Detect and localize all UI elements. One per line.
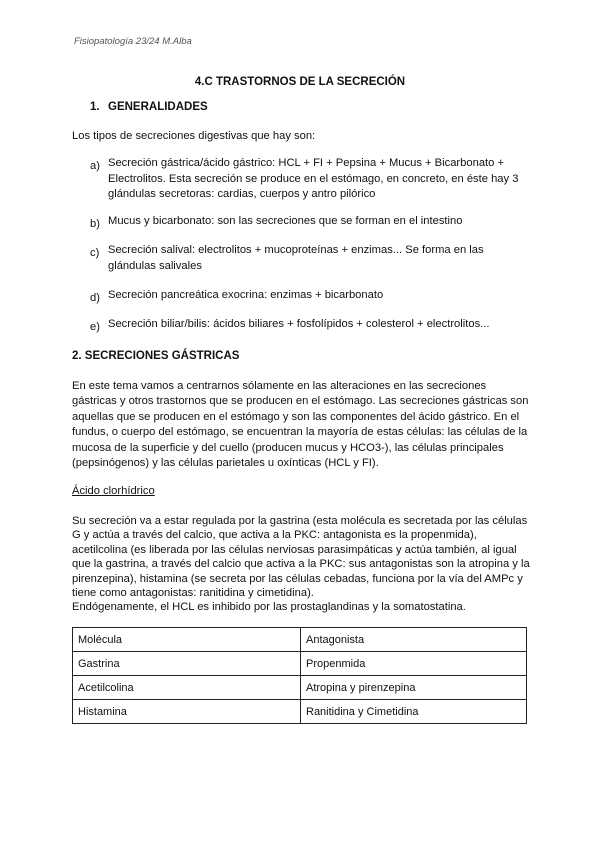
list-item-line: Electrolitos. Esta secreción se produce en el estómago, en concreto, en éste hay 3	[108, 172, 519, 185]
text-line: aquellas que se producen en el estómago y son las componentes del ácido gástrico. En el	[72, 410, 520, 423]
text-line: mucosa de la superficie y del cuello (producen mucus y HCO3-), las células principales	[72, 441, 504, 454]
section2-heading: 2. SECRECIONES GÁSTRICAS	[72, 350, 240, 362]
list-item	[108, 288, 383, 304]
list-marker: c)	[90, 247, 100, 259]
table-cell: Gastrina	[73, 652, 301, 676]
text-line: que la gastrina, a través del calcio que activa a la PKC: sus antagonistas son la atropina y la	[72, 558, 530, 571]
table-row	[73, 700, 527, 724]
text-line: acetilcolina (es liberada por las células nerviosas parasimpáticas y actúa también, al igual	[72, 543, 517, 556]
text-line: Su secreción va a estar regulada por la gastrina (esta molécula es secretada por las células	[72, 515, 528, 527]
list-item-line: Secreción pancreática exocrina: enzimas + bicarbonato	[108, 289, 384, 301]
text-line: En este tema vamos a centrarnos sólamente en las alteraciones en las secreciones	[72, 380, 487, 392]
table-header-row	[73, 628, 527, 652]
paragraph-hcl	[72, 514, 530, 615]
subheading-hcl: Ácido clorhídrico	[72, 485, 155, 497]
list-item-line: Secreción gástrica/ácido gástrico: HCL + FI + Pepsina + Mucus + Bicarbonato +	[108, 157, 505, 169]
list-item-line: Secreción salival: electrolitos + mucoproteínas + enzimas... Se forma en las	[108, 244, 484, 256]
text-line: (pepsinógenos) y las células parietales u oxínticas (HCL y FI).	[72, 456, 379, 469]
list-item	[108, 214, 462, 230]
table-cell: Histamina	[73, 700, 301, 724]
list-marker: d)	[90, 292, 100, 304]
table-row	[73, 676, 527, 700]
table-header-cell: Molécula	[73, 628, 301, 652]
table-cell: Ranitidina y Cimetidina	[301, 700, 527, 724]
list-marker: b)	[90, 218, 100, 230]
list-item-line: Secreción biliar/bilis: ácidos biliares + fosfolípidos + colesterol + electrolitos...	[108, 318, 490, 330]
table-cell: Acetilcolina	[73, 676, 301, 700]
antagonist-table	[72, 627, 527, 724]
document-title: 4.C TRASTORNOS DE LA SECRECIÓN	[194, 76, 406, 88]
list-item	[108, 243, 484, 274]
paragraph-gastric	[72, 379, 528, 471]
table-header-cell: Antagonista	[301, 628, 527, 652]
list-item	[108, 156, 518, 203]
list-item-line: glándulas salivales	[108, 259, 202, 272]
text-line: fundus, o cuerpo del estómago, se encuentran la mayoría de estas células: las células de la	[72, 426, 528, 439]
list-item-line: Mucus y bicarbonato: son las secreciones que se forman en el intestino	[108, 215, 463, 227]
list-marker: e)	[90, 321, 100, 333]
text-line: Endógenamente, el HCL es inhibido por las prostaglandinas y la somatostatina.	[72, 601, 466, 614]
page-header: Fisiopatología 23/24 M.Alba	[74, 36, 192, 47]
table-cell: Propenmida	[301, 652, 527, 676]
table-row	[73, 652, 527, 676]
section1-number: 1.	[90, 101, 100, 113]
text-line: gástricas y otros trastornos que se producen en el estómago. Las secreciones gástricas son	[72, 395, 529, 408]
list-item	[108, 317, 490, 333]
text-line: G y actúa a través del calcio, que activa a la PKC: antagonista es la propenmida),	[72, 529, 477, 542]
table-cell: Atropina y pirenzepina	[301, 676, 527, 700]
intro-text: Los tipos de secreciones digestivas que hay son:	[72, 130, 316, 142]
section1-heading: GENERALIDADES	[108, 101, 208, 113]
list-item-line: glándulas secretoras: cardias, cuerpos y antro pilórico	[108, 188, 376, 200]
list-marker: a)	[90, 160, 100, 172]
text-line: pirenzepina), histamina (se secreta por las células cebadas, funciona por la vía del AMPc y	[72, 572, 523, 585]
text-line: tiene como antagonistas: ranitidina y cimetidina).	[72, 586, 314, 599]
